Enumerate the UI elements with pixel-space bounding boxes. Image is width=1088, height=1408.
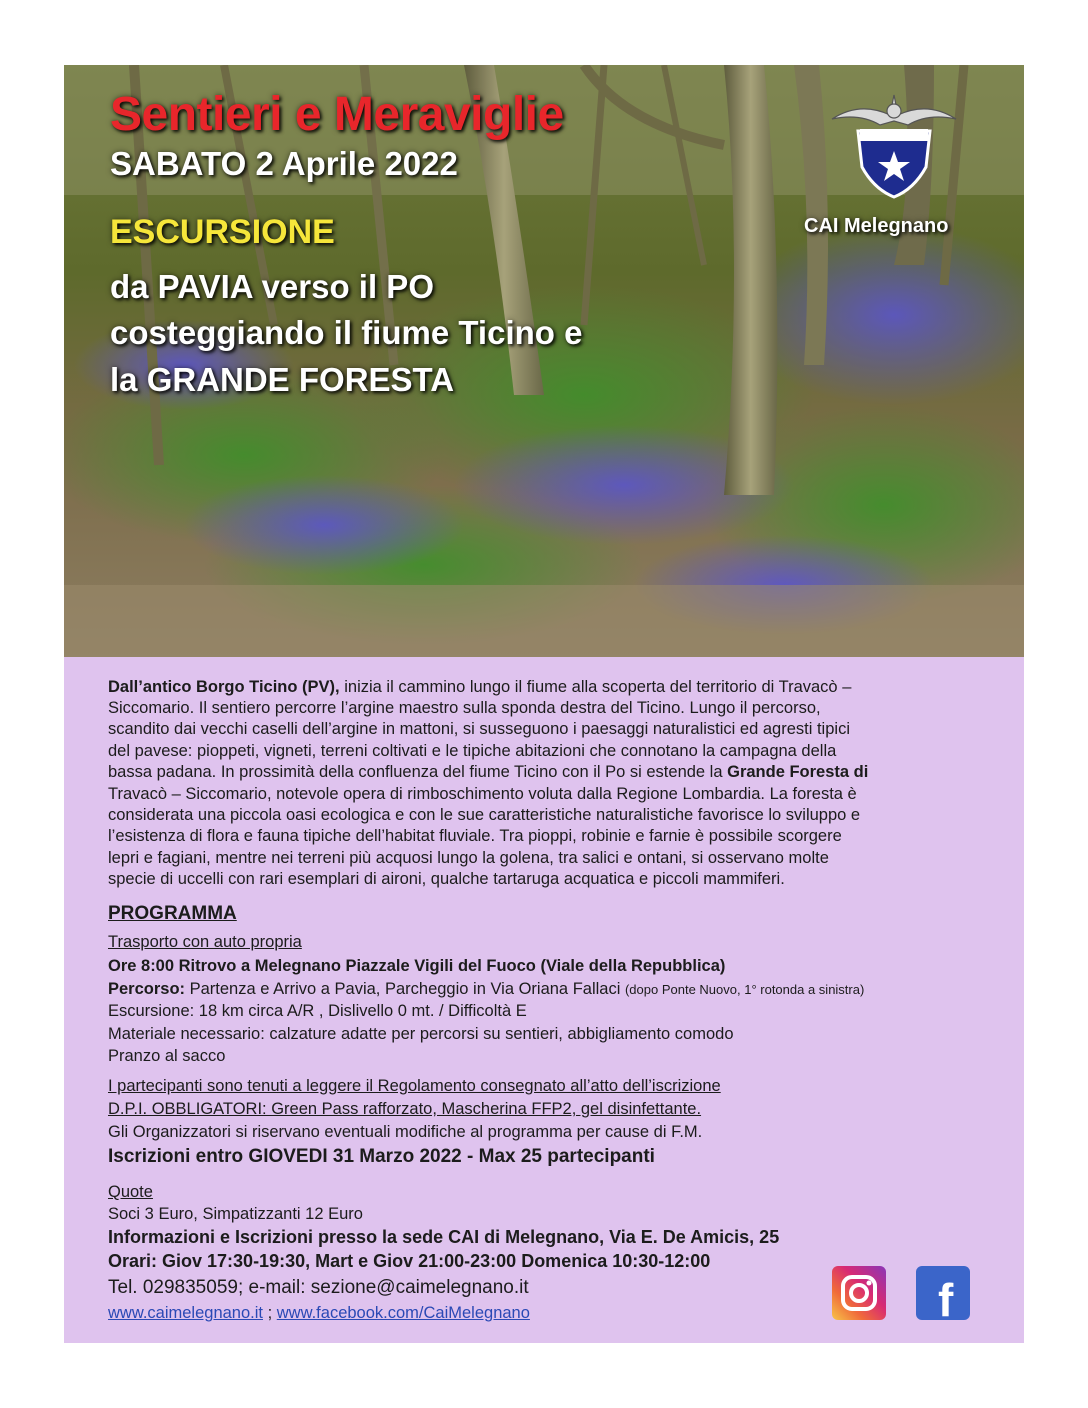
event-title: Sentieri e Meraviglie — [110, 88, 564, 141]
meeting-info: Ore 8:00 Ritrovo a Melegnano Piazzale Vigili del Fuoco (Viale della Repubblica) — [108, 957, 726, 975]
route-line-2: costeggiando il fiume Ticino e — [110, 314, 583, 351]
links-line: www.caimelegnano.it ; www.facebook.com/CaiMelegnano — [108, 1304, 530, 1322]
description-line: lepri e fagiani, mentre nei terreni più acquosi lungo la golena, tra salici e ontani, si osservano molte — [108, 849, 829, 867]
description-line: Siccomario. Il sentiero percorre l’argine maestro sulla sponda destra del Ticino. Lungo il percorso, — [108, 699, 821, 717]
program-heading: PROGRAMMA — [108, 903, 237, 924]
cai-logo — [830, 87, 958, 208]
description-line: l’esistenza di flora e fauna tipiche dell’habitat fluviale. Tra pioppi, robinie e farnie è possibile scorgere — [108, 827, 842, 845]
registration-info: Informazioni e Iscrizioni presso la sede CAI di Melegnano, Via E. De Amicis, 25 — [108, 1227, 780, 1247]
opening-hours: Orari: Giov 17:30-19:30, Mart e Giov 21:00-23:00 Domenica 10:30-12:00 — [108, 1251, 711, 1271]
facebook-icon[interactable] — [916, 1266, 970, 1320]
description-line: considerata una piccola oasi ecologica e con le sue caratteristiche naturalistiche favorisce lo sviluppo e — [108, 806, 861, 824]
transport-label: Trasporto con auto propria — [108, 933, 302, 951]
header-photo — [64, 65, 1024, 657]
changes-notice: Gli Organizzatori si riservano eventuali modifiche al programma per cause di F.M. — [108, 1123, 703, 1141]
organizer-name: CAI Melegnano — [804, 215, 949, 237]
description-line: del pavese: pioppeti, vigneti, terreni coltivati e le tipiche abitazioni che connotano la campagna della — [108, 742, 837, 760]
event-date: SABATO 2 Aprile 2022 — [110, 145, 458, 182]
description-line: Travacò – Siccomario, notevole opera di rimboschimento voluta dalla Regione Lombardia. La foresta è — [108, 785, 857, 803]
route-line-1: da PAVIA verso il PO — [110, 268, 434, 305]
description-line: specie di uccelli con rari esemplari di aironi, qualche tartaruga acquatica e piccoli mammiferi. — [108, 870, 785, 888]
facebook-link[interactable]: www.facebook.com/CaiMelegnano — [276, 1304, 530, 1322]
gear-info: Materiale necessario: calzature adatte per percorsi su sentieri, abbigliamento comodo — [108, 1025, 734, 1043]
route-line-3: la GRANDE FORESTA — [110, 361, 455, 398]
info-panel — [64, 657, 1024, 1343]
contact-info: Tel. 029835059; e-mail: sezione@caimelegnano.it — [108, 1277, 529, 1298]
description-line: bassa padana. In prossimità della confluenza del fiume Ticino con il Po si estende la Grande Foresta di — [108, 763, 869, 781]
website-link[interactable]: www.caimelegnano.it — [108, 1304, 263, 1322]
description-line: Dall’antico Borgo Ticino (PV), inizia il cammino lungo il fiume alla scoperta del territorio di Travacò – — [108, 678, 852, 696]
description-line: scandito dai vecchi caselli dell’argine in mattoni, si susseguono i paesaggi naturalistici ed agresti tipici — [108, 720, 850, 738]
svg-text:f: f — [938, 1274, 954, 1320]
registration-deadline: Iscrizioni entro GIOVEDI 31 Marzo 2022 - Max 25 partecipanti — [108, 1146, 655, 1167]
hike-info: Escursione: 18 km circa A/R , Dislivello 0 mt. / Difficoltà E — [108, 1002, 527, 1020]
dpi-notice: D.P.I. OBBLIGATORI: Green Pass rafforzato, Mascherina FFP2, gel disinfettante. — [108, 1100, 702, 1118]
instagram-icon[interactable] — [832, 1266, 886, 1320]
rules-notice: I partecipanti sono tenuti a leggere il Regolamento consegnato all’atto dell’iscrizione — [108, 1077, 721, 1095]
event-type: ESCURSIONE — [110, 213, 335, 251]
lunch-info: Pranzo al sacco — [108, 1047, 226, 1065]
fees-info: Soci 3 Euro, Simpatizzanti 12 Euro — [108, 1205, 363, 1223]
route-info: Percorso: Partenza e Arrivo a Pavia, Parcheggio in Via Oriana Fallaci (dopo Ponte Nuovo, 1° rotonda a sinistra) — [108, 980, 865, 998]
fees-label: Quote — [108, 1183, 153, 1201]
